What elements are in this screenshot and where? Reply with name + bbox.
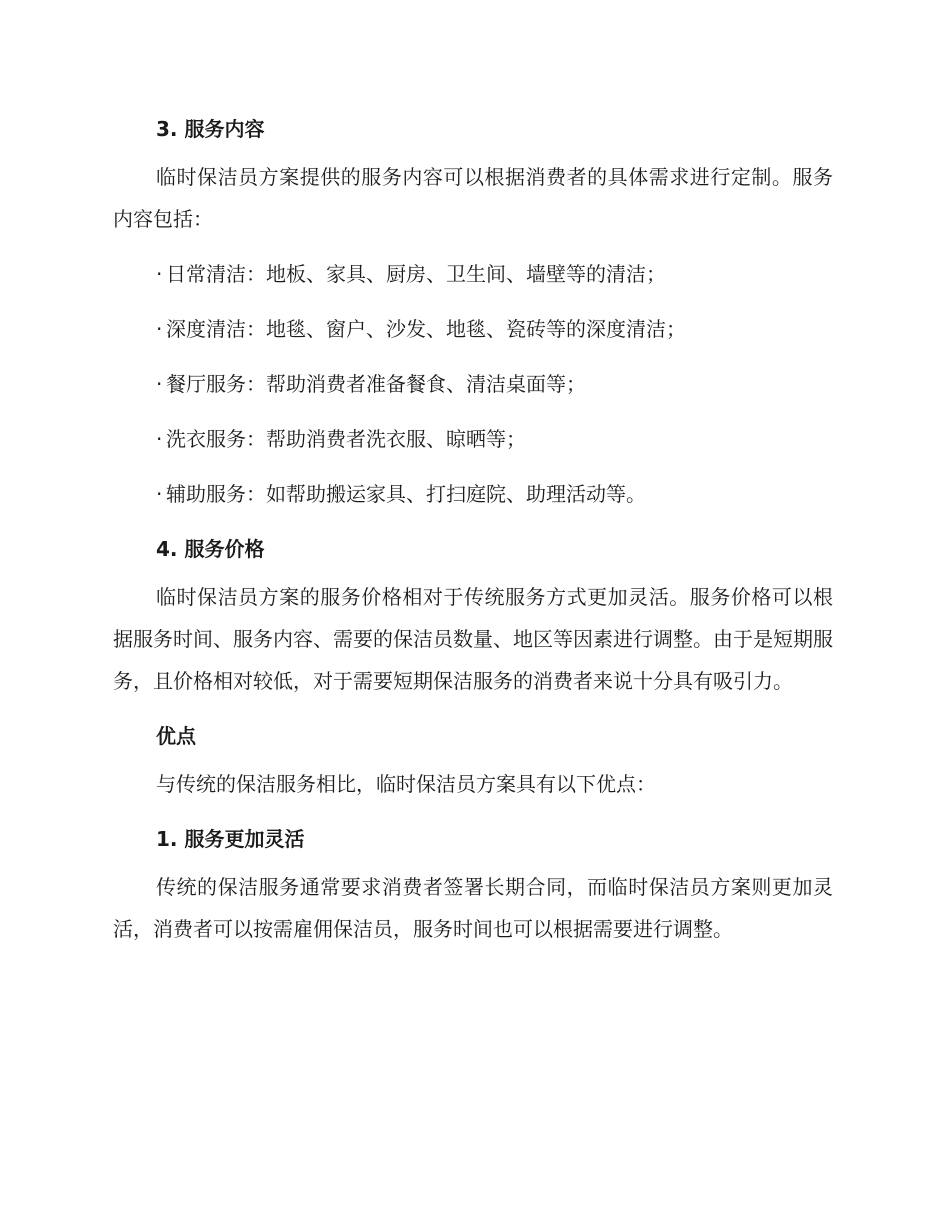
list-item xyxy=(113,412,833,467)
section-heading-service-price: 4. 服务价格 xyxy=(156,537,265,561)
section-heading-flexible: 1. 服务更加灵活 xyxy=(156,827,305,851)
list-item-text: 洗衣服务：帮助消费者洗衣服、晾晒等； xyxy=(166,427,526,451)
service-price-body: 临时保洁员方案的服务价格相对于传统服务方式更加灵活。服务价格可以根据服务时间、服务内容、需要的保洁员数量、地区等因素进行调整。由于是短期服务，且价格相对较低，对于需要短期保洁服务的消费者来说十分具有吸引力。 xyxy=(113,585,833,693)
list-item xyxy=(113,247,833,302)
list-item-text: 辅助服务：如帮助搬运家具、打扫庭院、助理活动等。 xyxy=(166,482,646,506)
document-page xyxy=(113,102,833,957)
service-content-list xyxy=(113,247,833,522)
bullet-dot: · xyxy=(156,372,163,396)
flexible-body: 传统的保洁服务通常要求消费者签署长期合同，而临时保洁员方案则更加灵活，消费者可以按需雇佣保洁员，服务时间也可以根据需要进行调整。 xyxy=(113,875,833,941)
bullet-dot: · xyxy=(156,482,163,506)
section-heading-advantages: 优点 xyxy=(156,724,196,748)
list-item-text: 餐厅服务：帮助消费者准备餐食、清洁桌面等； xyxy=(166,372,586,396)
bullet-dot: · xyxy=(156,317,163,341)
list-item-text: 深度清洁：地毯、窗户、沙发、地毯、瓷砖等的深度清洁； xyxy=(166,317,686,341)
service-content-intro: 临时保洁员方案提供的服务内容可以根据消费者的具体需求进行定制。服务内容包括： xyxy=(113,165,833,231)
list-item xyxy=(113,467,833,522)
section-heading-service-content: 3. 服务内容 xyxy=(156,117,265,141)
list-item-text: 日常清洁：地板、家具、厨房、卫生间、墙壁等的清洁； xyxy=(166,262,666,286)
bullet-dot: · xyxy=(156,427,163,451)
list-item xyxy=(113,302,833,357)
list-item xyxy=(113,357,833,412)
bullet-dot: · xyxy=(156,262,163,286)
advantages-intro: 与传统的保洁服务相比，临时保洁员方案具有以下优点： xyxy=(156,772,656,796)
